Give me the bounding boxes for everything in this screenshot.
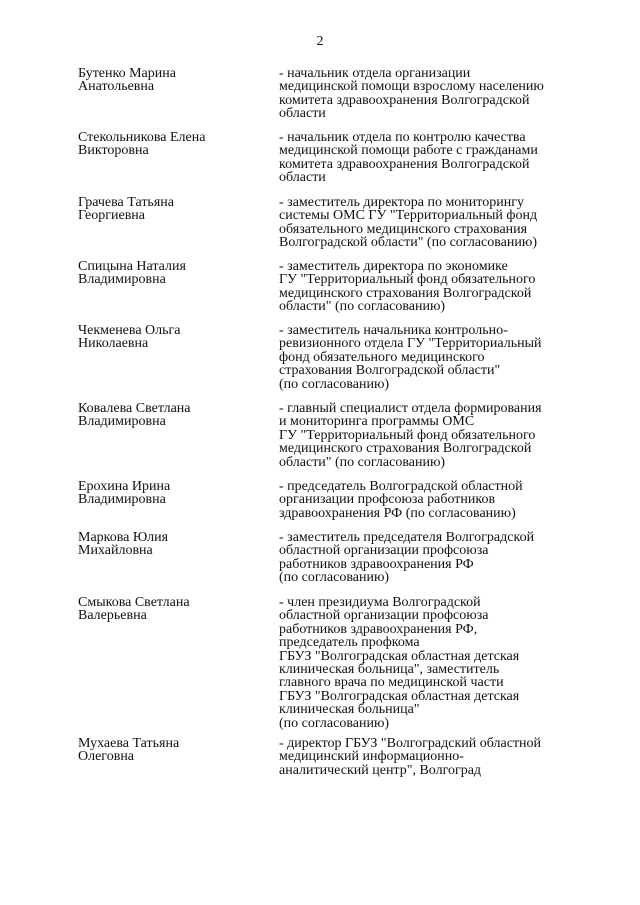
member-position-line: работников здравоохранения РФ, — [279, 621, 478, 637]
page-number: 2 — [316, 34, 324, 49]
member-position — [279, 596, 579, 730]
member-position-line: - главный специалист отдела формирования — [279, 401, 542, 416]
member-name — [78, 480, 268, 507]
member-name-line: Валерьевна — [78, 608, 147, 624]
member-position-line: фонд обязательного медицинского — [279, 349, 485, 365]
member-position-line: - начальник отдела организации — [279, 66, 471, 81]
member-position-line: комитета здравоохранения Волгоградской — [279, 92, 530, 108]
member-position-line: ГУ "Территориальный фонд обязательного — [279, 272, 536, 288]
member-name-line: Мухаева Татьяна — [78, 736, 180, 751]
member-position — [279, 480, 579, 520]
member-position-line: Волгоградской области" (по согласованию) — [279, 235, 537, 251]
member-name-line: Маркова Юлия — [78, 530, 169, 545]
member-position-line: медицинский информационно- — [279, 749, 464, 765]
member-position-line: (по согласованию) — [279, 376, 390, 392]
member-name-line: Олеговна — [78, 749, 135, 765]
member-name-line: Ковалева Светлана — [78, 401, 191, 416]
member-name — [78, 596, 268, 623]
member-position — [279, 260, 579, 314]
member-name-line: Чекменева Ольга — [78, 323, 181, 338]
member-name — [78, 402, 268, 429]
member-position-line: - заместитель председателя Волгоградской — [279, 530, 535, 545]
member-position-line: медицинской помощи взрослому населению — [279, 79, 544, 95]
member-position-line: - начальник отдела по контролю качества — [279, 130, 526, 145]
member-position-line: комитета здравоохранения Волгоградской — [279, 156, 530, 172]
member-position-line: медицинского страхования Волгоградской — [279, 285, 532, 301]
member-position-line: области — [279, 106, 326, 122]
member-position — [279, 131, 579, 185]
member-name-line: Владимировна — [78, 492, 166, 508]
member-position-line: аналитический центр", Волгоград — [279, 762, 482, 778]
member-position-line: - директор ГБУЗ "Волгоградский областной — [279, 736, 542, 751]
member-position-line: медицинской помощи работе с гражданами — [279, 143, 538, 159]
member-name-line: Владимировна — [78, 272, 166, 288]
member-position — [279, 402, 579, 469]
member-position-line: областной организации профсоюза — [279, 608, 489, 624]
member-position-line: работников здравоохранения РФ — [279, 556, 474, 572]
member-position-line: председатель профкома — [279, 635, 420, 651]
member-position-line: области — [279, 170, 326, 186]
member-position-line: ГБУЗ "Волгоградская областная детская — [279, 688, 520, 704]
member-position — [279, 737, 579, 777]
member-position-line: - председатель Волгоградской областной — [279, 479, 523, 494]
member-position-line: (по согласованию) — [279, 715, 390, 731]
member-position-line: здравоохранения РФ (по согласованию) — [279, 505, 516, 521]
member-position-line: области" (по согласованию) — [279, 299, 446, 315]
member-position-line: клиническая больница", заместитель — [279, 662, 500, 678]
member-name-line: Стекольникова Елена — [78, 130, 206, 145]
member-position — [279, 67, 579, 121]
member-position-line: обязательного медицинского страхования — [279, 221, 528, 237]
member-name-line: Викторовна — [78, 143, 149, 159]
member-name-line: Анатольевна — [78, 79, 155, 95]
member-position-line: страхования Волгоградской области" — [279, 363, 501, 379]
member-position-line: - заместитель директора по экономике — [279, 259, 508, 274]
member-position-line: областной организации профсоюза — [279, 543, 489, 559]
member-name-line: Грачева Татьяна — [78, 195, 174, 210]
member-position-line: - член президиума Волгоградской — [279, 595, 481, 610]
member-name — [78, 131, 268, 158]
member-position-line: ревизионного отдела ГУ "Территориальный — [279, 336, 542, 352]
member-name-line: Михайловна — [78, 543, 153, 559]
member-position-line: и мониторинга программы ОМС — [279, 414, 475, 430]
member-name — [78, 531, 268, 558]
member-position — [279, 196, 579, 250]
member-position-line: ГБУЗ "Волгоградская областная детская — [279, 648, 520, 664]
member-position-line: главного врача по медицинской части — [279, 675, 504, 691]
member-name — [78, 260, 268, 287]
member-position — [279, 531, 579, 585]
member-name-line: Смыкова Светлана — [78, 595, 190, 610]
member-name-line: Георгиевна — [78, 208, 146, 224]
member-position-line: - заместитель начальника контрольно- — [279, 323, 508, 338]
member-name-line: Николаевна — [78, 336, 149, 352]
member-name-line: Спицына Наталия — [78, 259, 186, 274]
member-name — [78, 737, 268, 764]
member-name — [78, 67, 268, 94]
member-position-line: области" (по согласованию) — [279, 454, 446, 470]
member-position-line: организации профсоюза работников — [279, 492, 496, 508]
member-position — [279, 324, 579, 391]
member-name — [78, 324, 268, 351]
member-name-line: Ерохина Ирина — [78, 479, 171, 494]
member-position-line: системы ОМС ГУ "Территориальный фонд — [279, 208, 538, 224]
member-position-line: клиническая больница" — [279, 702, 420, 718]
member-position-line: медицинского страхования Волгоградской — [279, 441, 532, 457]
member-position-line: (по согласованию) — [279, 570, 390, 586]
member-name-line: Владимировна — [78, 414, 166, 430]
member-position-line: ГУ "Территориальный фонд обязательного — [279, 427, 536, 443]
member-position-line: - заместитель директора по мониторингу — [279, 195, 524, 210]
member-name — [78, 196, 268, 223]
member-name-line: Бутенко Марина — [78, 66, 176, 81]
